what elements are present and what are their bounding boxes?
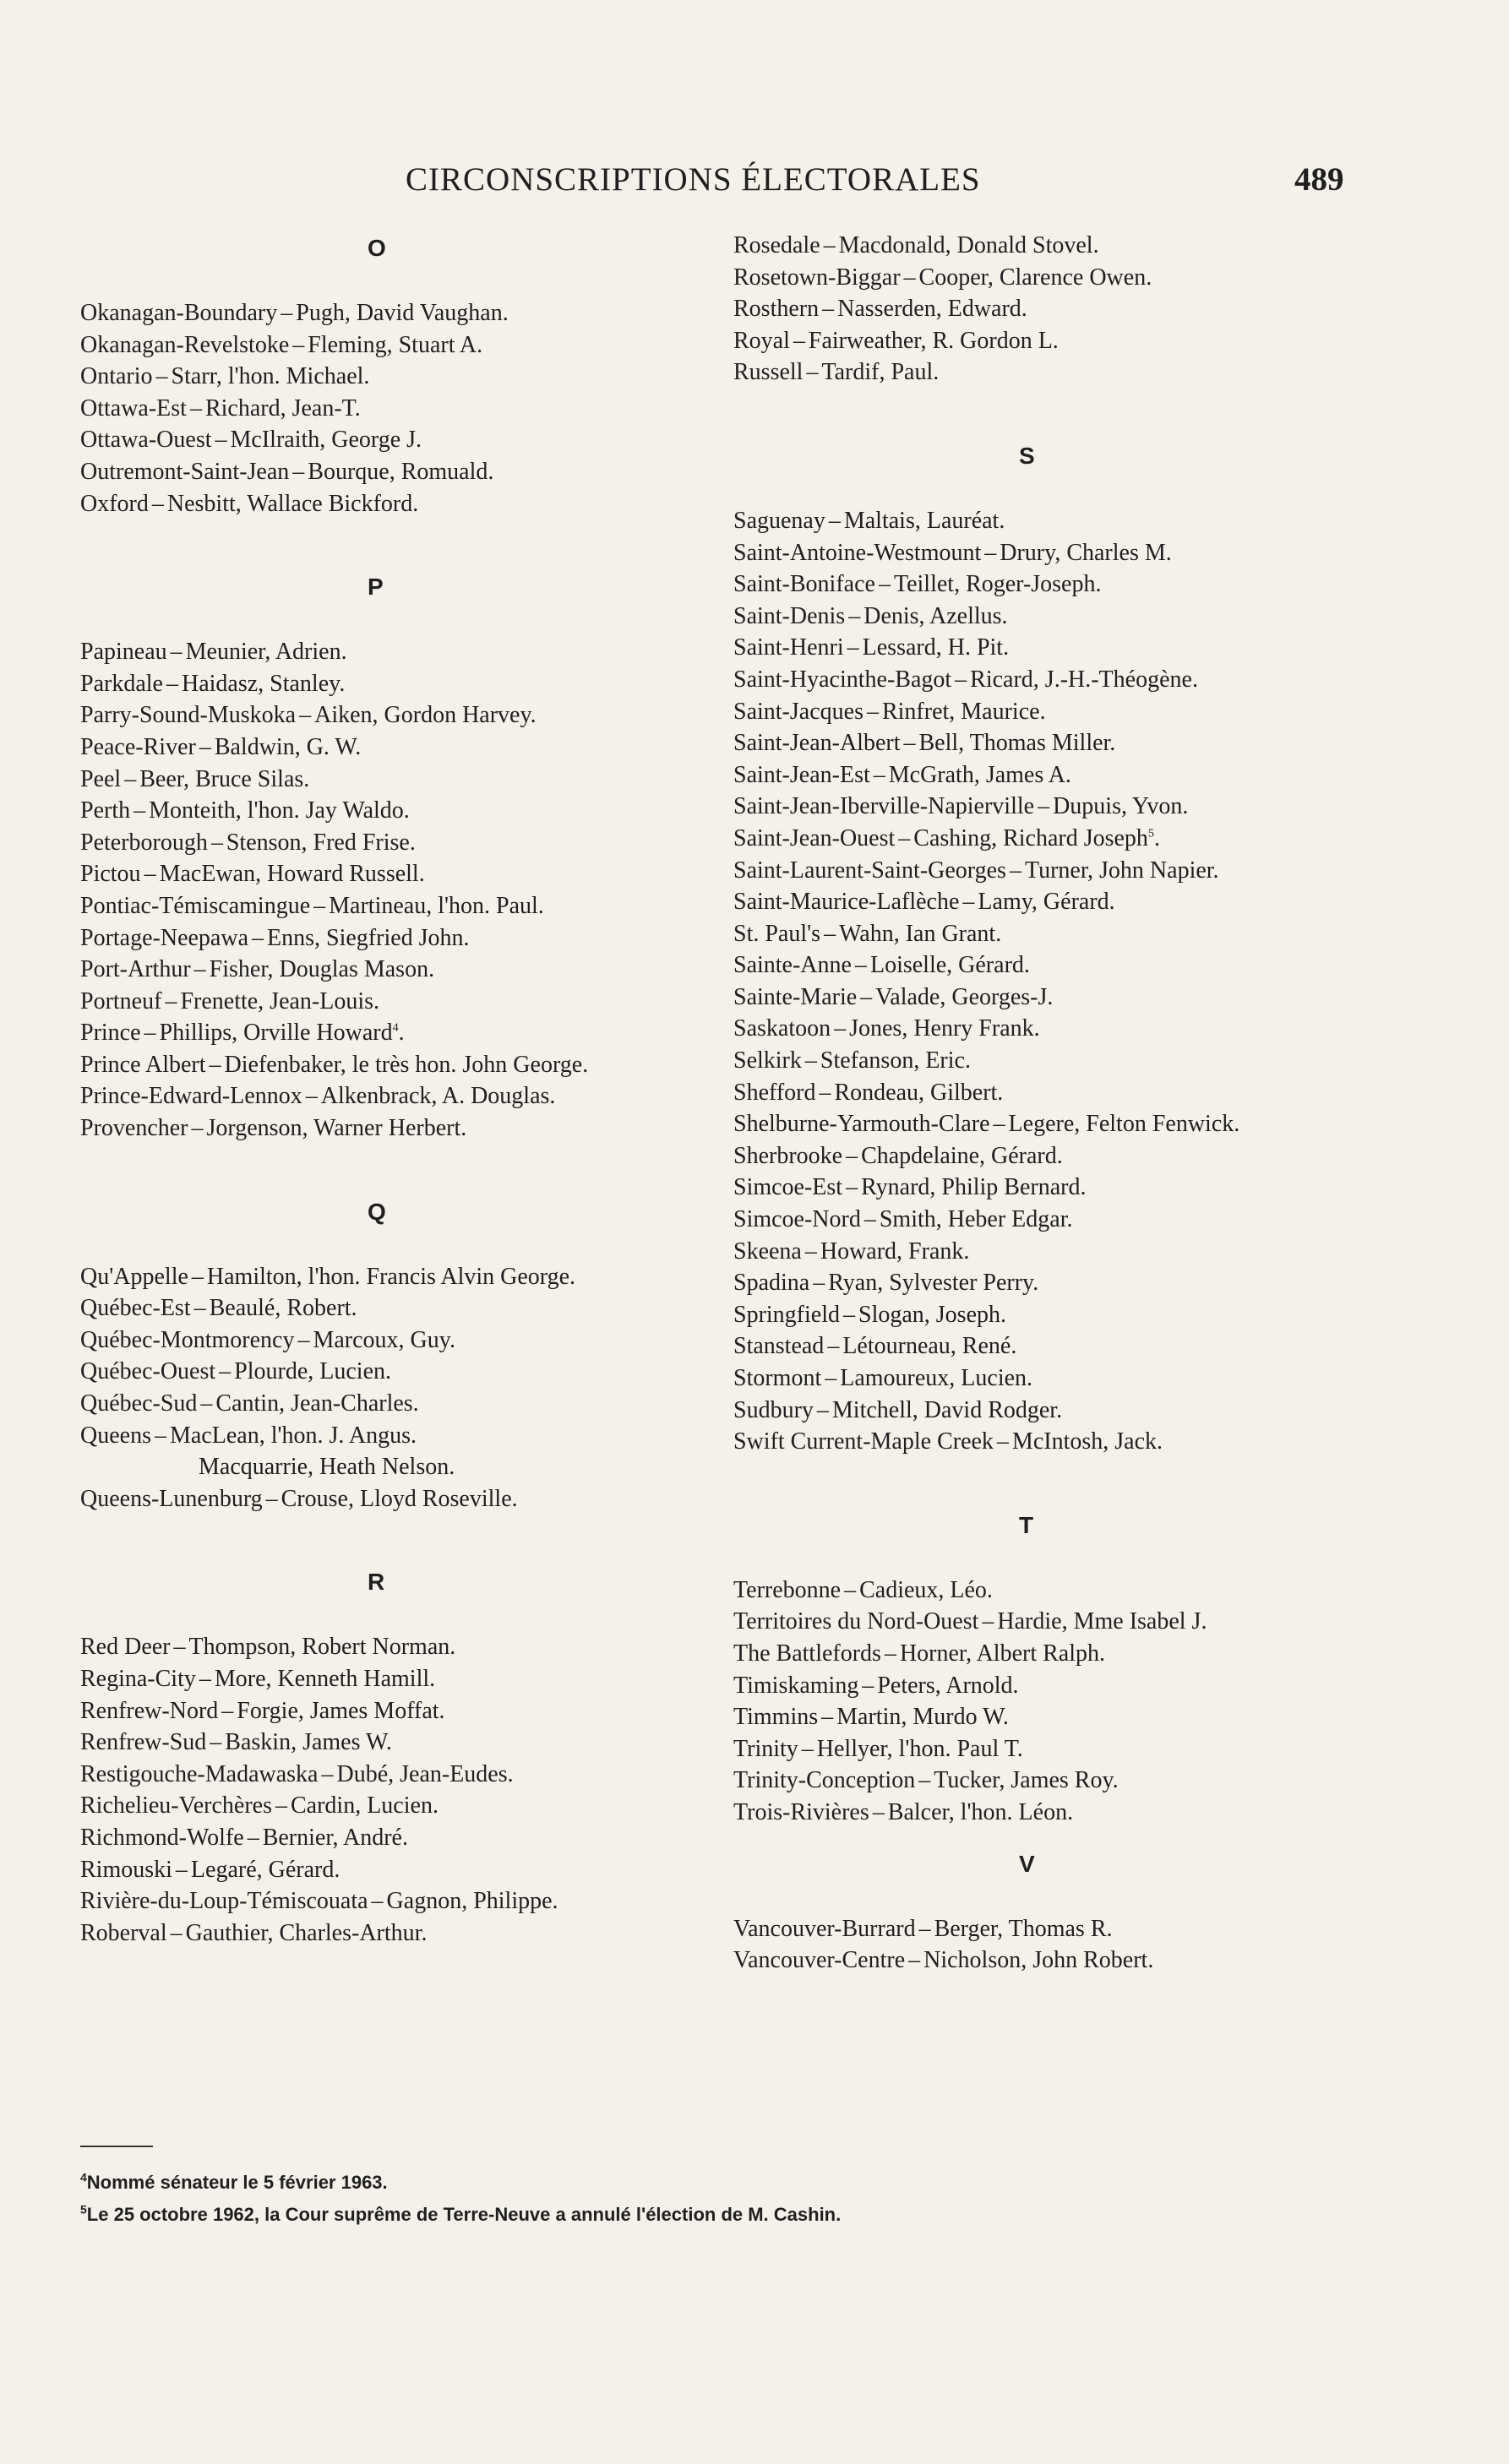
list-item: Saint-Hyacinthe-Bagot – Ricard, J.-H.-Théogène. (733, 666, 1198, 693)
riding-name: Québec-Sud (80, 1390, 198, 1417)
member-name: MacLean, l'hon. J. Angus. (169, 1422, 417, 1449)
riding-name: Prince-Edward-Lennox (80, 1083, 302, 1110)
riding-name: Portage-Neepawa (80, 924, 249, 951)
member-name: Drury, Charles M. (1000, 539, 1172, 566)
riding-name: Saint-Maurice-Laflèche (733, 889, 960, 916)
member-name: Teillet, Roger-Joseph. (893, 571, 1102, 598)
riding-name: Selkirk (733, 1047, 802, 1074)
riding-name: Sainte-Anne (733, 952, 852, 979)
list-item: Territoires du Nord-Ouest – Hardie, Mme Isabel J. (733, 1608, 1207, 1635)
list-item: Saint-Antoine-Westmount – Drury, Charles M. (733, 539, 1172, 566)
riding-name: Prince Albert (80, 1051, 206, 1078)
footnote-text: Nommé sénateur le 5 février 1963. (86, 2172, 388, 2193)
list-item: Prince-Edward-Lennox – Alkenbrack, A. Douglas. (80, 1083, 556, 1110)
riding-name: Sherbrooke (733, 1142, 843, 1169)
member-name: Berger, Thomas R. (934, 1915, 1113, 1942)
member-name: Cantin, Jean-Charles. (215, 1390, 419, 1417)
riding-name: Provencher (80, 1115, 188, 1142)
list-item: Québec-Montmorency – Marcoux, Guy. (80, 1326, 455, 1353)
riding-name: Perth (80, 797, 131, 824)
list-item: Selkirk – Stefanson, Eric. (733, 1047, 971, 1074)
riding-name: Richmond-Wolfe (80, 1824, 244, 1851)
list-item: Richelieu-Verchères – Cardin, Lucien. (80, 1792, 439, 1819)
list-item: Québec-Est – Beaulé, Robert. (80, 1295, 357, 1322)
list-item: Roberval – Gauthier, Charles-Arthur. (80, 1919, 428, 1946)
list-item: Sudbury – Mitchell, David Rodger. (733, 1396, 1063, 1423)
member-name: Gauthier, Charles-Arthur. (185, 1919, 428, 1946)
entry-end: . (398, 1020, 405, 1047)
section-letter-v: V (1019, 1850, 1035, 1877)
member-name: Denis, Azellus. (863, 602, 1008, 629)
riding-name: Spadina (733, 1270, 810, 1297)
member-name: Meunier, Adrien. (185, 639, 347, 666)
list-item: Oxford – Nesbitt, Wallace Bickford. (80, 490, 419, 517)
list-item: Rivière-du-Loup-Témiscouata – Gagnon, Philippe. (80, 1888, 558, 1915)
riding-name: Trinity (733, 1735, 798, 1762)
list-item: Okanagan-Boundary – Pugh, David Vaughan. (80, 300, 509, 326)
list-item: St. Paul's – Wahn, Ian Grant. (733, 920, 1002, 947)
riding-name: Rimouski (80, 1856, 172, 1883)
section-letter-q: Q (368, 1198, 386, 1225)
riding-name: Québec-Ouest (80, 1358, 216, 1385)
list-item: The Battlefords – Horner, Albert Ralph. (733, 1640, 1105, 1667)
member-name: McGrath, James A. (888, 761, 1071, 788)
member-name: Balcer, l'hon. Léon. (887, 1798, 1074, 1825)
riding-name: Regina-City (80, 1666, 196, 1692)
list-item: Russell – Tardif, Paul. (733, 359, 940, 386)
riding-name: Roberval (80, 1919, 167, 1946)
list-item: Shefford – Rondeau, Gilbert. (733, 1079, 1004, 1106)
list-item: Peel – Beer, Bruce Silas. (80, 765, 310, 792)
list-item: Saskatoon – Jones, Henry Frank. (733, 1015, 1040, 1042)
riding-name: Saint-Laurent-Saint-Georges (733, 857, 1006, 884)
member-name: Phillips, Orville Howard (159, 1020, 393, 1047)
member-name: Hardie, Mme Isabel J. (997, 1608, 1207, 1635)
member-name: Cashing, Richard Joseph (913, 824, 1148, 851)
footnote-ref: 5 (1147, 827, 1154, 840)
riding-name: Stanstead (733, 1333, 825, 1360)
member-name: Nesbitt, Wallace Bickford. (166, 490, 419, 517)
list-item: Swift Current-Maple Creek – McIntosh, Jack. (733, 1428, 1163, 1455)
riding-name: Okanagan-Revelstoke (80, 331, 290, 358)
member-name: Marcoux, Guy. (313, 1326, 455, 1353)
member-name: Thompson, Robert Norman. (188, 1634, 456, 1661)
member-name: Smith, Heber Edgar. (879, 1206, 1073, 1233)
list-item: Saint-Boniface – Teillet, Roger-Joseph. (733, 571, 1102, 598)
member-name: Enns, Siegfried John. (267, 924, 470, 951)
riding-name: Simcoe-Est (733, 1174, 843, 1201)
list-item: Renfrew-Sud – Baskin, James W. (80, 1729, 392, 1756)
member-name: Létourneau, René. (842, 1333, 1017, 1360)
member-name: Rinfret, Maurice. (881, 698, 1046, 725)
member-name: Richard, Jean-T. (204, 394, 361, 422)
member-name: Starr, l'hon. Michael. (171, 363, 370, 390)
list-item: Port-Arthur – Fisher, Douglas Mason. (80, 956, 435, 983)
member-name: Lessard, H. Pit. (862, 634, 1010, 661)
riding-name: Saint-Jean-Albert (733, 730, 901, 757)
riding-name: Saint-Henri (733, 634, 844, 661)
member-name: Baskin, James W. (225, 1729, 392, 1756)
riding-name: Rosetown-Biggar (733, 264, 901, 291)
list-item: Sherbrooke – Chapdelaine, Gérard. (733, 1142, 1063, 1169)
member-name: Forgie, James Moffat. (237, 1697, 445, 1724)
riding-name: Saint-Jacques (733, 698, 863, 725)
list-item: Parkdale – Haidasz, Stanley. (80, 670, 346, 697)
member-name: Bernier, André. (262, 1824, 408, 1851)
list-item: Trinity-Conception – Tucker, James Roy. (733, 1767, 1119, 1794)
footnote (80, 2167, 1432, 2199)
member-name: Ryan, Sylvester Perry. (828, 1270, 1039, 1297)
riding-name: Peterborough (80, 829, 208, 856)
riding-name: Rosedale (733, 232, 820, 258)
list-item: Parry-Sound-Muskoka – Aiken, Gordon Harvey. (80, 702, 537, 729)
member-name: Pugh, David Vaughan. (296, 300, 509, 326)
list-item: Saint-Jean-Iberville-Napierville – Dupuis, Yvon. (733, 793, 1189, 820)
list-item: Rosetown-Biggar – Cooper, Clarence Owen. (733, 264, 1152, 291)
list-item: Pictou – MacEwan, Howard Russell. (80, 861, 425, 888)
member-name: Frenette, Jean-Louis. (180, 987, 380, 1014)
member-name: Cooper, Clarence Owen. (918, 264, 1152, 291)
list-item: Springfield – Slogan, Joseph. (733, 1301, 1006, 1328)
list-item: Saint-Jean-Est – McGrath, James A. (733, 761, 1071, 788)
queens-second-member: Macquarrie, Heath Nelson. (199, 1454, 455, 1481)
list-item: Saint-Jean-Ouest – Cashing, Richard Joseph$^5$. (733, 824, 1160, 851)
riding-name: Skeena (733, 1237, 802, 1265)
section-o-list (80, 297, 756, 519)
riding-name: Pictou (80, 861, 141, 888)
list-item: Queens – MacLean, l'hon. J. Angus. (80, 1422, 417, 1449)
member-name: Valade, Georges-J. (875, 983, 1054, 1010)
section-letter-t: T (1019, 1511, 1034, 1538)
list-item: Saint-Henri – Lessard, H. Pit. (733, 634, 1010, 661)
member-name: Howard, Frank. (820, 1237, 970, 1265)
riding-name: Terrebonne (733, 1576, 842, 1603)
section-letter-p: P (368, 574, 384, 601)
member-name: Crouse, Lloyd Roseville. (281, 1485, 518, 1512)
list-item: Renfrew-Nord – Forgie, James Moffat. (80, 1697, 445, 1724)
riding-name: Saint-Jean-Est (733, 761, 870, 788)
list-item: Trois-Rivières – Balcer, l'hon. Léon. (733, 1798, 1074, 1825)
list-item: Sainte-Anne – Loiselle, Gérard. (733, 952, 1030, 979)
list-item: Pontiac-Témiscamingue – Martineau, l'hon. Paul. (80, 892, 544, 919)
member-name: Dubé, Jean-Eudes. (336, 1760, 514, 1787)
riding-name: Royal (733, 327, 790, 354)
riding-name: Saint-Antoine-Westmount (733, 539, 982, 566)
riding-name: Trinity-Conception (733, 1767, 916, 1794)
member-name: Cardin, Lucien. (291, 1792, 439, 1819)
list-item: Timmins – Martin, Murdo W. (733, 1704, 1009, 1731)
member-name: Plourde, Lucien. (234, 1358, 391, 1385)
list-item: Ottawa-Ouest – McIlraith, George J. (80, 427, 422, 454)
list-item: Vancouver-Burrard – Berger, Thomas R. (733, 1915, 1113, 1942)
riding-name: Peace-River (80, 733, 196, 760)
member-name: Monteith, l'hon. Jay Waldo. (149, 797, 410, 824)
member-name: MacEwan, Howard Russell. (159, 861, 425, 888)
member-name: Fairweather, R. Gordon L. (808, 327, 1059, 354)
riding-name: Red Deer (80, 1634, 171, 1661)
member-name: Lamy, Gérard. (978, 889, 1115, 916)
footnote-mark: 5 (80, 2202, 87, 2217)
riding-name: Ontario (80, 363, 153, 390)
member-name: Tucker, James Roy. (934, 1767, 1119, 1794)
list-item: Qu'Appelle – Hamilton, l'hon. Francis Alvin George. (80, 1263, 576, 1290)
list-item: Red Deer – Thompson, Robert Norman. (80, 1634, 456, 1661)
member-name: Stefanson, Eric. (820, 1047, 971, 1074)
section-letter-o: O (368, 235, 386, 261)
footnote-rule (80, 2146, 153, 2147)
footnote-ref: 4 (392, 1021, 399, 1035)
riding-name: Qu'Appelle (80, 1263, 188, 1290)
member-name: Mitchell, David Rodger. (831, 1396, 1063, 1423)
riding-name: Parkdale (80, 670, 163, 697)
list-item: Québec-Sud – Cantin, Jean-Charles. (80, 1390, 419, 1417)
footnotes (80, 2167, 1432, 2231)
member-name: Aiken, Gordon Harvey. (314, 702, 537, 729)
list-item: Shelburne-Yarmouth-Clare – Legere, Felton Fenwick. (733, 1111, 1240, 1138)
footnote-text: Le 25 octobre 1962, la Cour suprême de Terre-Neuve a annulé l'élection de M. Cashin. (86, 2204, 842, 2225)
riding-name: Queens-Lunenburg (80, 1485, 263, 1512)
riding-name: Territoires du Nord-Ouest (733, 1608, 979, 1635)
list-item: Provencher – Jorgenson, Warner Herbert. (80, 1115, 467, 1142)
list-item: Sainte-Marie – Valade, Georges-J. (733, 983, 1054, 1010)
list-item: Trinity – Hellyer, l'hon. Paul T. (733, 1735, 1023, 1762)
footnote-mark: 4 (80, 2170, 87, 2184)
member-name: Ricard, J.-H.-Théogène. (970, 666, 1198, 693)
list-item: Québec-Ouest – Plourde, Lucien. (80, 1358, 391, 1385)
riding-name: Timmins (733, 1704, 819, 1731)
member-name: Nasserden, Edward. (837, 296, 1027, 323)
list-item: Saint-Jean-Albert – Bell, Thomas Miller. (733, 730, 1116, 757)
riding-name: Restigouche-Madawaska (80, 1760, 319, 1787)
riding-name: Springfield (733, 1301, 840, 1328)
member-name: Alkenbrack, A. Douglas. (320, 1083, 556, 1110)
right-column (733, 230, 1426, 1977)
list-item: Papineau – Meunier, Adrien. (80, 639, 347, 666)
list-item: Ontario – Starr, l'hon. Michael. (80, 363, 370, 390)
list-item: Saint-Jacques – Rinfret, Maurice. (733, 698, 1046, 725)
page-header (0, 160, 1509, 211)
section-r-list (80, 1631, 756, 1949)
list-item: Saint-Denis – Denis, Azellus. (733, 602, 1008, 629)
riding-name: Shelburne-Yarmouth-Clare (733, 1111, 990, 1138)
list-item: Peterborough – Stenson, Fred Frise. (80, 829, 416, 856)
list-item: Ottawa-Est – Richard, Jean-T. (80, 394, 361, 422)
member-name: Rondeau, Gilbert. (834, 1079, 1004, 1106)
member-name: Peters, Arnold. (877, 1672, 1019, 1699)
riding-name: Timiskaming (733, 1672, 859, 1699)
list-item: Saguenay – Maltais, Lauréat. (733, 507, 1005, 534)
member-name: Gagnon, Philippe. (386, 1888, 558, 1915)
left-column (80, 230, 756, 1949)
list-item: Stanstead – Létourneau, René. (733, 1333, 1017, 1360)
member-name: Chapdelaine, Gérard. (861, 1142, 1063, 1169)
section-letter-s: S (1019, 442, 1035, 469)
member-name: Dupuis, Yvon. (1053, 793, 1189, 820)
list-item: Portneuf – Frenette, Jean-Louis. (80, 987, 380, 1014)
member-name: Diefenbaker, le très hon. John George. (224, 1051, 589, 1078)
member-name: Macdonald, Donald Stovel. (838, 232, 1099, 258)
riding-name: Vancouver-Centre (733, 1947, 906, 1974)
riding-name: Queens (80, 1422, 151, 1449)
member-name: Legaré, Gérard. (190, 1856, 340, 1883)
list-item: Portage-Neepawa – Enns, Siegfried John. (80, 924, 470, 951)
list-item: Stormont – Lamoureux, Lucien. (733, 1365, 1033, 1391)
member-name: Maltais, Lauréat. (843, 507, 1005, 534)
riding-name: Peel (80, 765, 122, 792)
riding-name: Saint-Hyacinthe-Bagot (733, 666, 952, 693)
section-r-cont-list (733, 230, 1426, 389)
riding-name: Swift Current-Maple Creek (733, 1428, 994, 1455)
list-item: Terrebonne – Cadieux, Léo. (733, 1576, 993, 1603)
member-name: Fisher, Douglas Mason. (209, 956, 435, 983)
section-p-list (80, 636, 756, 1145)
member-name: Lamoureux, Lucien. (840, 1365, 1033, 1391)
section-q-list (80, 1261, 756, 1452)
list-item: Vancouver-Centre – Nicholson, John Robert. (733, 1947, 1154, 1974)
member-name: Horner, Albert Ralph. (899, 1640, 1105, 1667)
list-item: Spadina – Ryan, Sylvester Perry. (733, 1270, 1039, 1297)
riding-name: Saint-Denis (733, 602, 846, 629)
riding-name: Stormont (733, 1365, 822, 1391)
list-item: Simcoe-Nord – Smith, Heber Edgar. (733, 1206, 1073, 1233)
list-item: Rimouski – Legaré, Gérard. (80, 1856, 340, 1883)
list-item: Saint-Maurice-Laflèche – Lamy, Gérard. (733, 889, 1115, 916)
riding-name: Russell (733, 359, 804, 386)
list-item: Peace-River – Baldwin, G. W. (80, 733, 362, 760)
page-title: CIRCONSCRIPTIONS ÉLECTORALES (406, 161, 981, 198)
member-name: Cadieux, Léo. (859, 1576, 993, 1603)
riding-name: Oxford (80, 490, 149, 517)
riding-name: Québec-Est (80, 1295, 191, 1322)
list-item: Rosthern – Nasserden, Edward. (733, 296, 1027, 323)
riding-name: Sudbury (733, 1396, 814, 1423)
list-item: Timiskaming – Peters, Arnold. (733, 1672, 1019, 1699)
list-item: Prince Albert – Diefenbaker, le très hon. John George. (80, 1051, 589, 1078)
page-number: 489 (1294, 161, 1344, 198)
riding-name: Port-Arthur (80, 956, 191, 983)
member-name: Beer, Bruce Silas. (139, 765, 310, 792)
list-item: Regina-City – More, Kenneth Hamill. (80, 1666, 436, 1692)
riding-name: Shefford (733, 1079, 816, 1106)
riding-name: Pontiac-Témiscamingue (80, 892, 311, 919)
riding-name: Outremont-Saint-Jean (80, 458, 290, 485)
member-name: Turner, John Napier. (1024, 857, 1219, 884)
list-item: Perth – Monteith, l'hon. Jay Waldo. (80, 797, 410, 824)
riding-name: Saint-Jean-Ouest (733, 824, 896, 851)
list-item: Restigouche-Madawaska – Dubé, Jean-Eudes. (80, 1760, 514, 1787)
list-item: Prince – Phillips, Orville Howard$^4$. (80, 1020, 405, 1047)
riding-name: Papineau (80, 639, 167, 666)
list-item: Rosedale – Macdonald, Donald Stovel. (733, 232, 1099, 258)
member-name: Nicholson, John Robert. (923, 1947, 1154, 1974)
list-item: Simcoe-Est – Rynard, Philip Bernard. (733, 1174, 1087, 1201)
riding-name: Prince (80, 1020, 141, 1047)
riding-name: Saint-Boniface (733, 571, 875, 598)
list-item: Royal – Fairweather, R. Gordon L. (733, 327, 1059, 354)
riding-name: Ottawa-Ouest (80, 427, 212, 454)
member-name: Rynard, Philip Bernard. (861, 1174, 1087, 1201)
member-name: Stenson, Fred Frise. (226, 829, 416, 856)
member-name: Fleming, Stuart A. (308, 331, 483, 358)
member-name: Martin, Murdo W. (836, 1704, 1009, 1731)
member-name: Haidasz, Stanley. (181, 670, 346, 697)
member-name: Loiselle, Gérard. (869, 952, 1030, 979)
list-item: Skeena – Howard, Frank. (733, 1237, 970, 1265)
riding-name: Portneuf (80, 987, 162, 1014)
riding-name: Vancouver-Burrard (733, 1915, 916, 1942)
riding-name: Richelieu-Verchères (80, 1792, 272, 1819)
member-name: Jorgenson, Warner Herbert. (206, 1115, 467, 1142)
member-name: Jones, Henry Frank. (849, 1015, 1040, 1042)
riding-name: Parry-Sound-Muskoka (80, 702, 297, 729)
member-name: Legere, Felton Fenwick. (1008, 1111, 1240, 1138)
entry-end: . (1153, 824, 1160, 851)
list-item: Queens-Lunenburg – Crouse, Lloyd Roseville. (80, 1485, 518, 1512)
riding-name: Okanagan-Boundary (80, 300, 278, 326)
riding-name: Rosthern (733, 296, 820, 323)
member-name: Bourque, Romuald. (308, 458, 494, 485)
member-name: Baldwin, G. W. (214, 733, 362, 760)
member-name: Slogan, Joseph. (858, 1301, 1006, 1328)
section-v-list (733, 1913, 1426, 1977)
list-item: Richmond-Wolfe – Bernier, André. (80, 1824, 408, 1851)
member-name: Tardif, Paul. (821, 359, 940, 386)
member-name: Wahn, Ian Grant. (839, 920, 1002, 947)
member-name: McIntosh, Jack. (1011, 1428, 1163, 1455)
member-name: Hellyer, l'hon. Paul T. (816, 1735, 1023, 1762)
list-item: Okanagan-Revelstoke – Fleming, Stuart A. (80, 331, 483, 358)
list-item: Outremont-Saint-Jean – Bourque, Romuald. (80, 458, 494, 485)
list-item: Saint-Laurent-Saint-Georges – Turner, John Napier. (733, 857, 1219, 884)
section-s-list (733, 505, 1426, 1458)
riding-name: Rivière-du-Loup-Témiscouata (80, 1888, 368, 1915)
riding-name: Saguenay (733, 507, 825, 534)
riding-name: Renfrew-Nord (80, 1697, 219, 1724)
riding-name: Renfrew-Sud (80, 1729, 207, 1756)
member-name: More, Kenneth Hamill. (214, 1666, 436, 1692)
riding-name: Québec-Montmorency (80, 1326, 295, 1353)
riding-name: Sainte-Marie (733, 983, 858, 1010)
member-name: McIlraith, George J. (230, 427, 422, 454)
riding-name: Ottawa-Est (80, 394, 187, 422)
section-letter-r: R (368, 1569, 385, 1596)
section-t-list (733, 1575, 1426, 1829)
riding-name: Simcoe-Nord (733, 1206, 861, 1233)
member-name: Martineau, l'hon. Paul. (329, 892, 544, 919)
member-name: Beaulé, Robert. (209, 1295, 357, 1322)
riding-name: Trois-Rivières (733, 1798, 869, 1825)
member-name: Bell, Thomas Miller. (918, 730, 1116, 757)
member-name: Hamilton, l'hon. Francis Alvin George. (206, 1263, 576, 1290)
riding-name: Saskatoon (733, 1015, 831, 1042)
riding-name: Saint-Jean-Iberville-Napierville (733, 793, 1035, 820)
footnote (80, 2199, 1432, 2231)
riding-name: St. Paul's (733, 920, 821, 947)
riding-name: The Battlefords (733, 1640, 881, 1667)
